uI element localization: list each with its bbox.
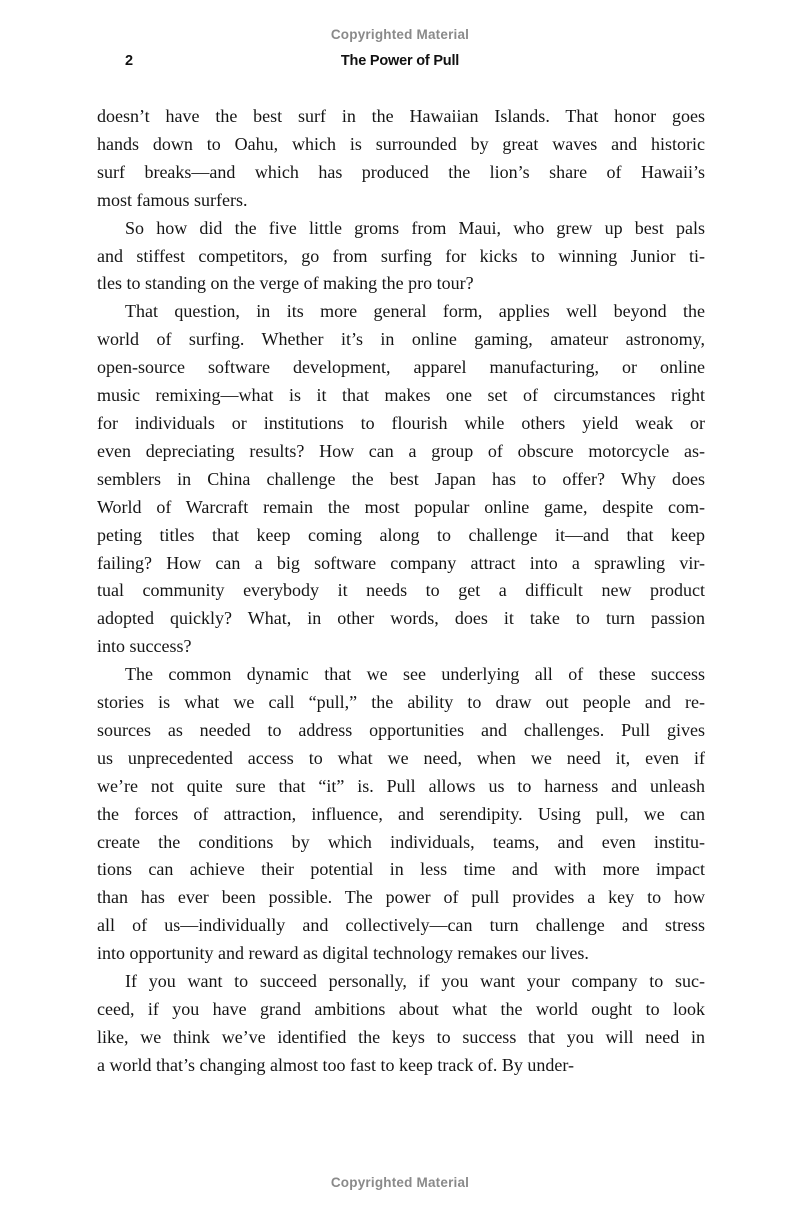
text-line: like, we think we’ve identified the keys to success that you will need in (97, 1026, 705, 1047)
text-line: we’re not quite sure that “it” is. Pull allows us to harness and unleash (97, 775, 705, 796)
text-line: If you want to succeed personally, if you want your company to suc- (125, 971, 705, 992)
text-line: stories is what we call “pull,” the ability to draw out people and re- (97, 692, 705, 713)
text-line: all of us—individually and collectively—can turn challenge and stress (97, 915, 705, 936)
text-line: world of surfing. Whether it’s in online gaming, amateur astronomy, (97, 329, 705, 350)
text-line: surf breaks—and which has produced the lion’s share of Hawaii’s (97, 161, 705, 182)
text-line: doesn’t have the best surf in the Hawaiian Islands. That honor goes (97, 106, 705, 126)
copyright-watermark-bottom: Copyrighted Material (330, 1175, 470, 1190)
page-number: 2 (125, 53, 133, 69)
text-line: the forces of attraction, influence, and serendipity. Using pull, we can (97, 803, 705, 824)
text-line: and stiffest competitors, go from surfing for kicks to winning Junior ti- (97, 245, 705, 266)
text-line: adopted quickly? What, in other words, does it take to turn passion (97, 608, 705, 629)
text-line: That question, in its more general form, applies well beyond the (125, 301, 705, 322)
text-line: tles to standing on the verge of making the pro tour? (97, 273, 474, 294)
text-line: World of Warcraft remain the most popular online game, despite com- (97, 496, 705, 517)
text-line: semblers in China challenge the best Japan has to offer? Why does (97, 468, 705, 489)
text-line: into success? (97, 636, 192, 657)
text-line: music remixing—what is it that makes one set of circumstances right (97, 385, 705, 406)
body-text (97, 103, 705, 1080)
text-line: hands down to Oahu, which is surrounded by great waves and historic (97, 133, 705, 154)
text-line: tual community everybody it needs to get a difficult new product (97, 580, 705, 601)
text-line: create the conditions by which individuals, teams, and even institu- (97, 831, 705, 852)
text-line: into opportunity and reward as digital technology remakes our lives. (97, 943, 589, 964)
text-line: The common dynamic that we see underlying all of these success (125, 664, 705, 685)
text-line: for individuals or institutions to flourish while others yield weak or (97, 412, 705, 433)
text-line: sources as needed to address opportunities and challenges. Pull gives (97, 719, 705, 740)
copyright-watermark-top: Copyrighted Material (330, 27, 470, 42)
text-line: failing? How can a big software company attract into a sprawling vir- (97, 552, 705, 573)
text-line: us unprecedented access to what we need, when we need it, even if (97, 747, 705, 768)
text-line: a world that’s changing almost too fast to keep track of. By under- (97, 1054, 575, 1075)
page-header (0, 53, 800, 73)
text-line: open-source software development, apparel manufacturing, or online (97, 357, 705, 378)
running-title: The Power of Pull (340, 53, 460, 69)
text-line: tions can achieve their potential in less time and with more impact (97, 859, 705, 880)
text-line: even depreciating results? How can a group of obscure motorcycle as- (97, 440, 705, 461)
text-line: than has ever been possible. The power of pull provides a key to how (97, 887, 705, 908)
text-line: most famous surfers. (97, 189, 248, 210)
text-line: ceed, if you have grand ambitions about what the world ought to look (97, 999, 705, 1019)
text-line: peting titles that keep coming along to challenge it—and that keep (97, 524, 705, 545)
text-line: So how did the five little groms from Maui, who grew up best pals (125, 217, 705, 238)
